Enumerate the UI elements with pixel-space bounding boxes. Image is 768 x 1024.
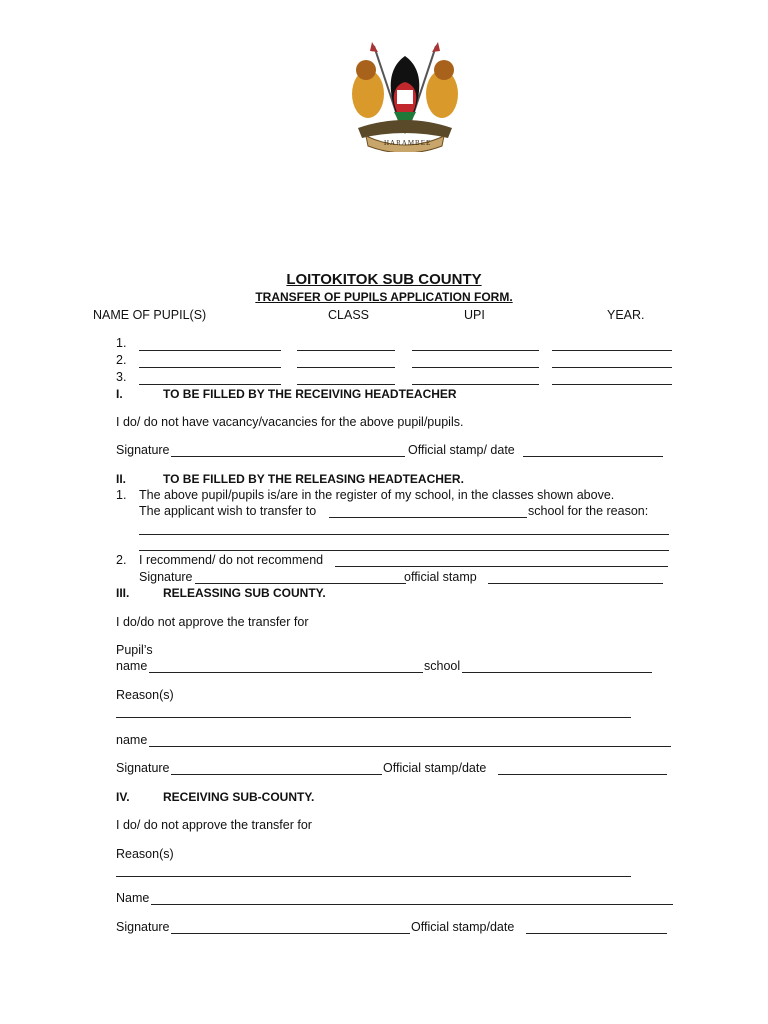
upi-field[interactable] [412,350,539,351]
school-label: school [424,659,461,673]
year-field[interactable] [552,367,672,368]
motto-text: HARAMBEE [384,139,432,147]
signature-label: Signature [116,761,170,775]
reasons-field[interactable] [116,717,631,718]
section-4-number: IV. [116,790,130,804]
pupil-name-field[interactable] [139,384,281,385]
signature-label: Signature [116,443,170,457]
stamp-label: official stamp [404,570,477,584]
recommend-label: I recommend/ do not recommend [139,553,324,567]
register-statement: The above pupil/pupils is/are in the register of my school, in the classes shown above. [139,488,615,502]
page-title: LOITOKITOK SUB COUNTY [286,271,482,288]
stamp-date-field[interactable] [526,933,667,934]
stamp-field[interactable] [488,583,663,584]
column-header-class: CLASS [328,308,369,322]
item-number: 2. [116,553,127,567]
upi-field[interactable] [412,367,539,368]
approve-statement: I do/ do not approve the transfer for [116,818,312,832]
section-4-heading: RECEIVING SUB-COUNTY. [163,790,315,804]
signature-field[interactable] [171,933,410,934]
recommend-field[interactable] [335,566,668,567]
reasons-field[interactable] [116,876,631,877]
upi-field[interactable] [412,384,539,385]
form-subtitle: TRANSFER OF PUPILS APPLICATION FORM. [255,290,513,304]
vacancy-statement: I do/ do not have vacancy/vacancies for the above pupil/pupils. [116,415,464,429]
name-field[interactable] [151,904,673,905]
stamp-date-label: Official stamp/ date [408,443,515,457]
name-label: Name [116,891,150,905]
signature-label: Signature [139,570,193,584]
reasons-label: Reason(s) [116,688,174,702]
reason-label: school for the reason: [528,504,649,518]
year-field[interactable] [552,350,672,351]
signature-field[interactable] [171,456,405,457]
year-field[interactable] [552,384,672,385]
section-2-heading: TO BE FILLED BY THE RELEASING HEADTEACHER. [163,472,464,486]
class-field[interactable] [297,367,395,368]
row-number: 3. [116,370,127,384]
stamp-date-field[interactable] [498,774,667,775]
pupil-name-field[interactable] [139,367,281,368]
pupil-name-field[interactable] [139,350,281,351]
signature-label: Signature [116,920,170,934]
column-header-name: NAME OF PUPIL(S) [93,308,207,322]
stamp-date-label: Official stamp/date [383,761,487,775]
name-field[interactable] [149,746,671,747]
signature-field[interactable] [171,774,382,775]
section-1-heading: TO BE FILLED BY THE RECEIVING HEADTEACHER [163,387,457,401]
section-3-heading: RELEASSING SUB COUNTY. [163,586,326,600]
section-1-number: I. [116,387,123,401]
school-field[interactable] [462,672,652,673]
destination-school-field[interactable] [329,517,527,518]
section-3-number: III. [116,586,130,600]
transfer-to-label: The applicant wish to transfer to [139,504,317,518]
item-number: 1. [116,488,127,502]
class-field[interactable] [297,384,395,385]
pupils-label: Pupil’s [116,643,153,657]
section-2-number: II. [116,472,127,486]
reasons-label: Reason(s) [116,847,174,861]
reason-field[interactable] [139,550,669,551]
row-number: 2. [116,353,127,367]
pupil-name-field[interactable] [149,672,423,673]
stamp-date-label: Official stamp/date [411,920,515,934]
column-header-year: YEAR. [607,308,645,322]
row-number: 1. [116,336,127,350]
signature-field[interactable] [195,583,406,584]
coat-of-arms-emblem [344,42,466,152]
reason-field[interactable] [139,534,669,535]
stamp-date-field[interactable] [523,456,663,457]
name-label: name [116,733,148,747]
class-field[interactable] [297,350,395,351]
column-header-upi: UPI [464,308,485,322]
approve-statement: I do/do not approve the transfer for [116,615,309,629]
name-label: name [116,659,148,673]
